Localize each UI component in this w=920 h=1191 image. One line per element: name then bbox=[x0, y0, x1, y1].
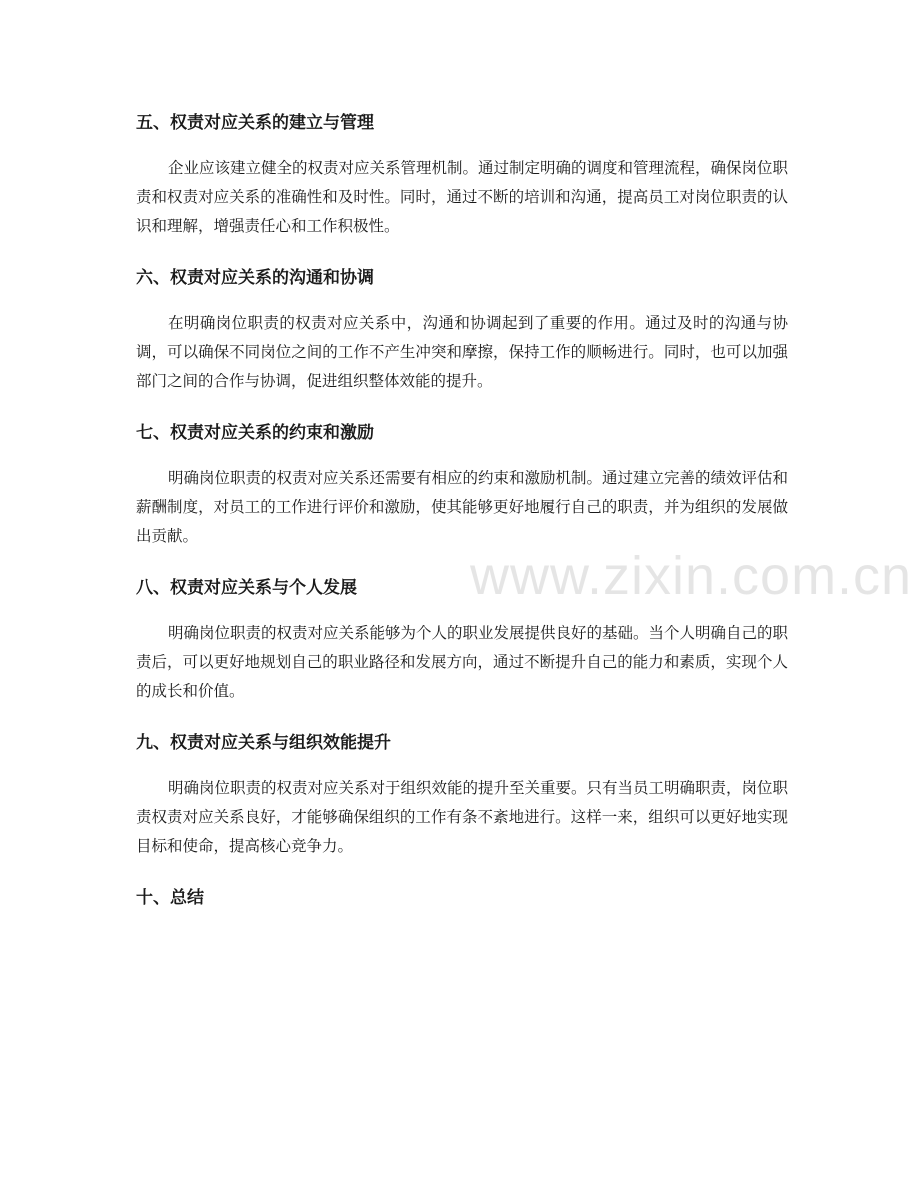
section-paragraph: 在明确岗位职责的权责对应关系中，沟通和协调起到了重要的作用。通过及时的沟通与协调，可以确保不同岗位之间的工作不产生冲突和摩擦，保持工作的顺畅进行。同时，也可以加强部门之间的合作与协调，促进组织整体效能的提升。 bbox=[136, 314, 788, 390]
section-heading: 五、权责对应关系的建立与管理 bbox=[136, 113, 374, 133]
watermark: www.zixin.com.cn bbox=[470, 546, 913, 606]
section-paragraph: 明确岗位职责的权责对应关系还需要有相应的约束和激励机制。通过建立完善的绩效评估和薪酬制度，对员工的工作进行评价和激励，使其能够更好地履行自己的职责，并为组织的发展做出贡献。 bbox=[136, 469, 789, 545]
document-body bbox=[136, 106, 788, 929]
section-heading: 九、权责对应关系与组织效能提升 bbox=[136, 733, 391, 753]
section-7 bbox=[136, 416, 788, 551]
section-heading: 七、权责对应关系的约束和激励 bbox=[136, 423, 374, 443]
section-6 bbox=[136, 261, 788, 396]
section-paragraph: 明确岗位职责的权责对应关系能够为个人的职业发展提供良好的基础。当个人明确自己的职责后，可以更好地规划自己的职业路径和发展方向，通过不断提升自己的能力和素质，实现个人的成长和价值。 bbox=[136, 624, 789, 700]
section-9 bbox=[136, 726, 788, 861]
section-heading: 八、权责对应关系与个人发展 bbox=[136, 578, 357, 598]
section-heading: 六、权责对应关系的沟通和协调 bbox=[136, 268, 374, 288]
section-paragraph: 明确岗位职责的权责对应关系对于组织效能的提升至关重要。只有当员工明确职责，岗位职责权责对应关系良好，才能够确保组织的工作有条不紊地进行。这样一来，组织可以更好地实现目标和使命，提高核心竞争力。 bbox=[136, 779, 789, 855]
section-heading: 十、总结 bbox=[136, 888, 204, 908]
section-5 bbox=[136, 106, 788, 241]
section-10 bbox=[136, 881, 788, 915]
section-paragraph: 企业应该建立健全的权责对应关系管理机制。通过制定明确的调度和管理流程，确保岗位职责和权责对应关系的准确性和及时性。同时，通过不断的培训和沟通，提高员工对岗位职责的认识和理解，增强责任心和工作积极性。 bbox=[136, 159, 789, 235]
